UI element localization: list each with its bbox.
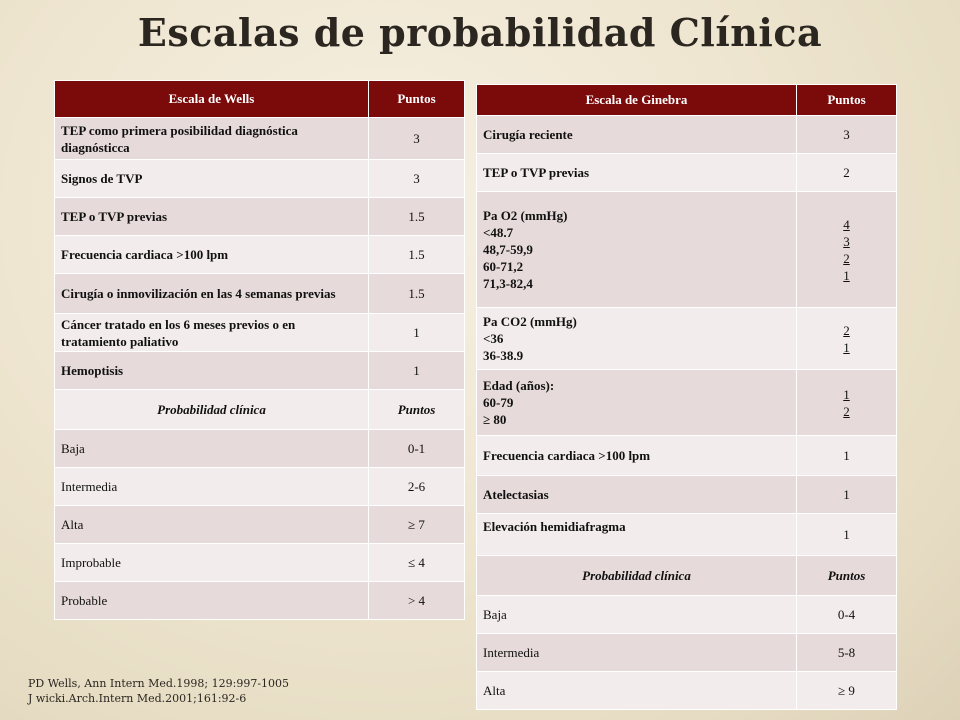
wells-prob-label: Intermedia	[55, 468, 369, 506]
geneva-points-pao2	[797, 192, 897, 308]
geneva-criterion-paco2	[477, 308, 797, 370]
geneva-points: 1	[797, 514, 897, 556]
geneva-point: 1	[843, 386, 850, 402]
wells-criterion: Hemoptisis	[55, 352, 369, 390]
wells-points: 1	[369, 352, 465, 390]
geneva-points: 1	[797, 476, 897, 514]
geneva-point: 3	[843, 233, 850, 249]
geneva-line: <48.7	[483, 225, 514, 240]
reference-wells: PD Wells, Ann Intern Med.1998; 129:997-1005	[28, 677, 290, 690]
geneva-point: 4	[843, 216, 850, 232]
table-row	[477, 308, 897, 370]
table-row	[55, 582, 465, 620]
table-row	[477, 436, 897, 476]
geneva-line: 36-38.9	[483, 348, 524, 363]
geneva-line: ≥ 80	[483, 412, 507, 427]
geneva-prob-label: Alta	[477, 672, 797, 710]
wells-points: 3	[369, 118, 465, 160]
wells-points: 1	[369, 314, 465, 352]
table-row	[55, 160, 465, 198]
wells-prob-points: 2-6	[369, 468, 465, 506]
table-row	[477, 514, 897, 556]
wells-prob-label: Baja	[55, 430, 369, 468]
geneva-line: Pa O2 (mmHg)	[483, 208, 568, 223]
table-row	[477, 476, 897, 514]
table-row	[477, 116, 897, 154]
page-title: Escalas de probabilidad Clínica	[137, 10, 823, 55]
geneva-point: 1	[843, 339, 850, 355]
table-row	[55, 198, 465, 236]
geneva-prob-header-label: Probabilidad clínica	[477, 556, 797, 596]
reference-wicki: J wicki.Arch.Intern Med.2001;161:92-6	[28, 692, 247, 705]
geneva-criterion-age	[477, 370, 797, 436]
wells-criterion: TEP como primera posibilidad diagnóstica diagnósticca	[55, 118, 369, 160]
wells-prob-label: Probable	[55, 582, 369, 620]
geneva-probability-header	[477, 556, 897, 596]
wells-header-label: Escala de Wells	[55, 81, 369, 118]
wells-header-row	[55, 81, 465, 118]
geneva-criterion-pao2	[477, 192, 797, 308]
geneva-line: 48,7-59,9	[483, 242, 533, 257]
wells-score-table	[54, 80, 465, 620]
geneva-line: Pa CO2 (mmHg)	[483, 314, 577, 329]
geneva-point: 2	[843, 403, 850, 419]
geneva-header-row	[477, 85, 897, 116]
geneva-line: Edad (años):	[483, 378, 555, 393]
geneva-line: 60-79	[483, 395, 514, 410]
table-row	[55, 236, 465, 274]
geneva-score-table	[476, 84, 897, 710]
wells-prob-label: Improbable	[55, 544, 369, 582]
references	[28, 676, 289, 706]
geneva-points: 3	[797, 116, 897, 154]
wells-prob-label: Alta	[55, 506, 369, 544]
geneva-point: 1	[843, 267, 850, 283]
wells-prob-header-points: Puntos	[369, 390, 465, 430]
geneva-criterion: Frecuencia cardiaca >100 lpm	[477, 436, 797, 476]
geneva-points: 1	[797, 436, 897, 476]
wells-prob-points: > 4	[369, 582, 465, 620]
geneva-points-age	[797, 370, 897, 436]
wells-probability-header	[55, 390, 465, 430]
table-row	[55, 352, 465, 390]
wells-points: 1.5	[369, 236, 465, 274]
geneva-header-label: Escala de Ginebra	[477, 85, 797, 116]
table-row	[477, 192, 897, 308]
wells-criterion: Signos de TVP	[55, 160, 369, 198]
geneva-header-points: Puntos	[797, 85, 897, 116]
table-row	[55, 314, 465, 352]
wells-criterion: Cirugía o inmovilización en las 4 semanas previas	[55, 274, 369, 314]
table-row	[477, 672, 897, 710]
wells-criterion: Cáncer tratado en los 6 meses previos o en tratamiento paliativo	[55, 314, 369, 352]
geneva-line: 71,3-82,4	[483, 276, 533, 291]
geneva-points-paco2	[797, 308, 897, 370]
wells-prob-points: ≤ 4	[369, 544, 465, 582]
wells-criterion: Frecuencia cardiaca >100 lpm	[55, 236, 369, 274]
wells-points: 1.5	[369, 198, 465, 236]
geneva-point: 2	[843, 250, 850, 266]
geneva-criterion: Elevación hemidiafragma	[477, 514, 797, 556]
wells-prob-header-label: Probabilidad clínica	[55, 390, 369, 430]
table-row	[55, 506, 465, 544]
geneva-prob-points: ≥ 9	[797, 672, 897, 710]
geneva-point: 2	[843, 322, 850, 338]
geneva-prob-label: Baja	[477, 596, 797, 634]
table-row	[477, 596, 897, 634]
table-row	[55, 118, 465, 160]
table-row	[55, 430, 465, 468]
wells-criterion: TEP o TVP previas	[55, 198, 369, 236]
table-row	[477, 154, 897, 192]
table-row	[55, 468, 465, 506]
table-row	[55, 544, 465, 582]
geneva-criterion: Atelectasias	[477, 476, 797, 514]
table-row	[55, 274, 465, 314]
geneva-criterion: TEP o TVP previas	[477, 154, 797, 192]
geneva-line: <36	[483, 331, 504, 346]
wells-prob-points: ≥ 7	[369, 506, 465, 544]
geneva-points: 2	[797, 154, 897, 192]
geneva-criterion: Cirugía reciente	[477, 116, 797, 154]
geneva-prob-header-points: Puntos	[797, 556, 897, 596]
geneva-prob-label: Intermedia	[477, 634, 797, 672]
wells-points: 3	[369, 160, 465, 198]
geneva-prob-points: 5-8	[797, 634, 897, 672]
table-row	[477, 634, 897, 672]
wells-prob-points: 0-1	[369, 430, 465, 468]
table-row	[477, 370, 897, 436]
wells-points: 1.5	[369, 274, 465, 314]
wells-header-points: Puntos	[369, 81, 465, 118]
geneva-line: 60-71,2	[483, 259, 524, 274]
geneva-prob-points: 0-4	[797, 596, 897, 634]
